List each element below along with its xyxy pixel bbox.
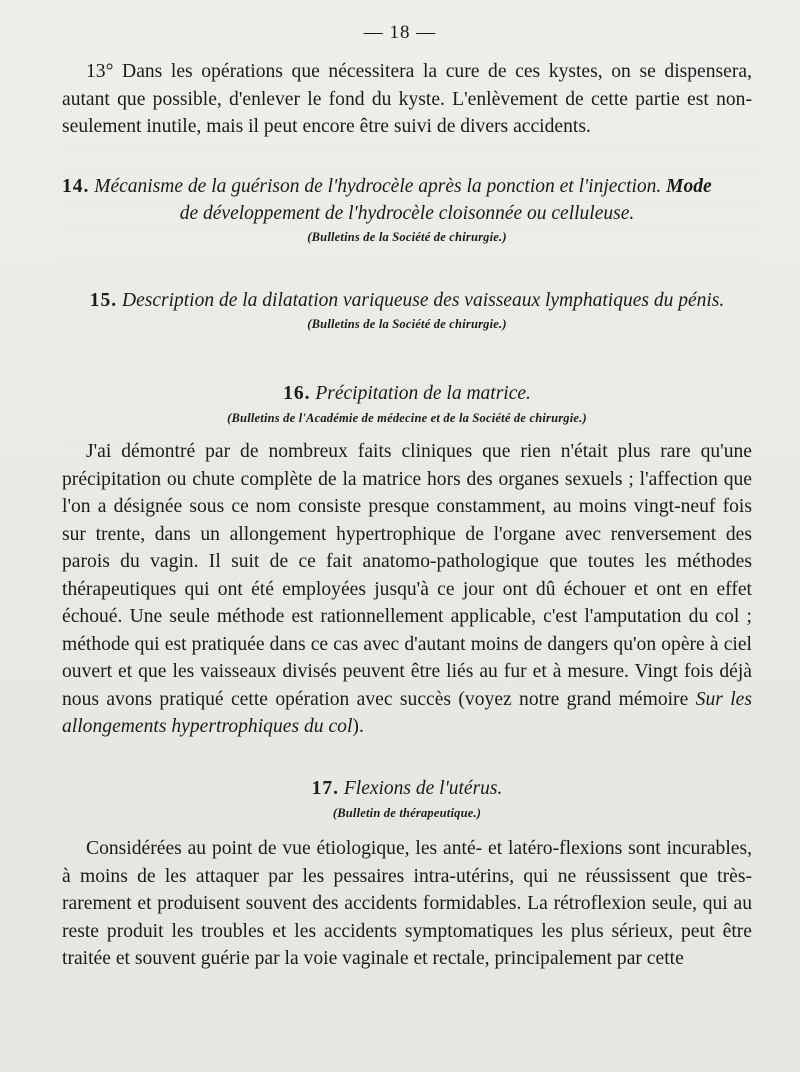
section-16-source: (Bulletins de l'Académie de médecine et de la Société de chirurgie.) <box>227 411 587 425</box>
section-15-number: 15. <box>89 290 118 311</box>
section-16-heading <box>62 380 752 407</box>
section-17-source: (Bulletin de thérapeutique.) <box>332 806 482 820</box>
paragraph-13-text: 13° Dans les opérations que nécessitera la cure de ces kystes, on se dispensera, autant que possible, d'enlever le fond du kyste. L'enlèvement de cette partie est non-seulement inutile, mais il peut encore être suivi de divers accidents. <box>62 61 752 137</box>
section-16-text-main: J'ai démontré par de nombreux faits cliniques que rien n'était plus rare qu'une précipitation ou chute complète de la matrice hors des organes sexuels ; l'affection que l'on a désignée sous ce nom consiste presque constamment, au moins vingt-neuf fois sur trente, dans un allongement hypertrophique de l'organe avec renversement des parois du vagin. Il suit de ce fait anatomo-pathologique que toutes les méthodes thérapeutiques qui ont été employées jusqu'à ce jour ont dû échouer et ont en effet échoué. Une seule méthode est rationnellement applicable, c'est l'amputation du col ; méthode qui est pratiquée dans ce cas avec d'autant moins de dangers qu'on opère à ciel ouvert et que les vaisseaux divisés peuvent être liés au fur et à mesure. Vingt fois déjà nous avons pratiqué cette opération avec succès (voyez notre grand mémoire <box>62 441 752 710</box>
section-15-title: Description de la dilatation variqueuse des vaisseaux lymphatiques du pénis. <box>122 290 725 311</box>
paragraph-13 <box>62 58 752 141</box>
section-17-heading <box>62 775 752 802</box>
section-15 <box>62 287 752 332</box>
section-17-number: 17. <box>311 778 339 799</box>
section-16 <box>62 380 752 741</box>
section-14-title-line1: Mécanisme de la guérison de l'hydrocèle après la ponction et l'injection. <box>94 176 662 197</box>
section-15-heading <box>62 287 752 314</box>
section-16-title: Précipitation de la matrice. <box>315 383 531 404</box>
page-number: — 18 — <box>363 22 437 43</box>
section-16-number: 16. <box>283 383 311 404</box>
section-16-text-italic: Sur les allongements hypertrophiques du col <box>62 688 752 737</box>
section-14-title-mode: Mode <box>666 176 712 197</box>
section-14-title-line2: de développement de l'hydrocèle cloisonnée ou celluleuse. <box>179 203 635 224</box>
section-14-heading <box>62 173 752 200</box>
section-15-source: (Bulletins de la Société de chirurgie.) <box>307 317 507 331</box>
section-14-title-line2-row <box>62 200 752 227</box>
section-17-title: Flexions de l'utérus. <box>343 778 503 799</box>
section-17 <box>62 775 752 973</box>
section-16-text-end: ). <box>352 716 364 737</box>
section-14-number: 14. <box>62 176 90 197</box>
section-16-text <box>62 438 752 741</box>
section-14 <box>62 173 752 245</box>
section-17-text: Considérées au point de vue étiologique, les anté- et latéro-flexions sont incurables, à moins de les attaquer par les pessaires intra-utérins, qui ne réussissent que très-rarement et produisent souvent des accidents formidables. La rétroflexion seule, qui au reste produit les troubles et les accidents symptomatiques les plus sérieux, peut être traitée et souvent guérie par la voie vaginale et rectale, principalement par cette <box>62 838 752 969</box>
section-14-source: (Bulletins de la Société de chirurgie.) <box>307 230 507 244</box>
